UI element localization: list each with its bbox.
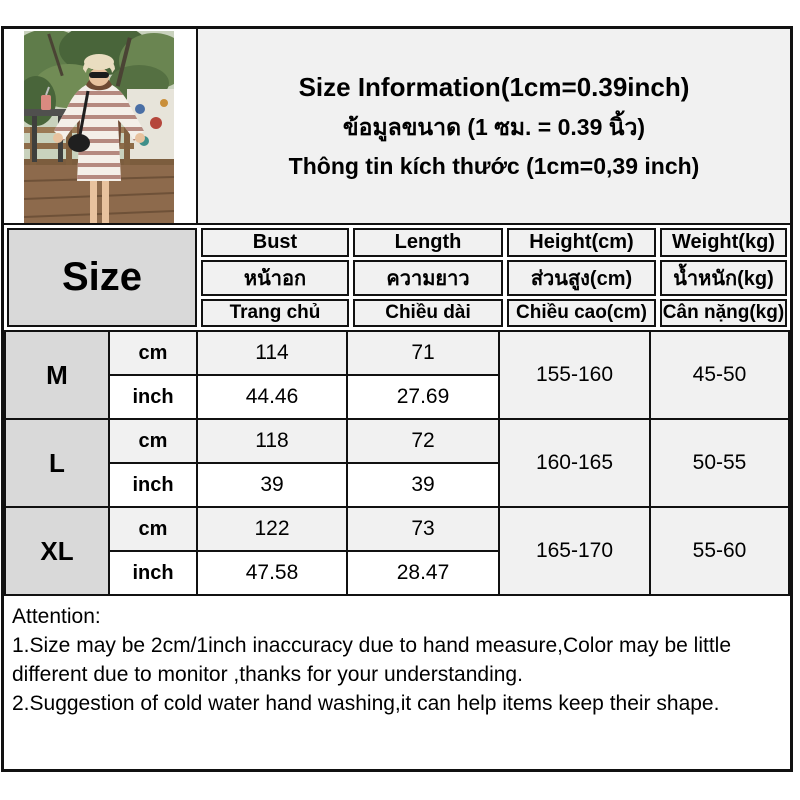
attention-heading: Attention:	[12, 605, 101, 628]
m-length-inch: 27.69	[347, 375, 499, 419]
attention-note	[4, 596, 790, 769]
l-length-cm: 72	[347, 419, 499, 463]
header-length-en: Length	[353, 228, 503, 257]
top-row	[4, 29, 790, 225]
header-length-vi: Chiều dài	[353, 299, 503, 328]
m-bust-cm: 114	[197, 331, 347, 375]
product-photo-cell	[4, 29, 198, 223]
title-thai: ข้อมูลขนาด (1 ซม. = 0.39 นิ้ว)	[342, 114, 646, 140]
size-table	[4, 330, 790, 596]
attention-line1: 1.Size may be 2cm/1inch inaccuracy due to hand measure,Color may be little different due to monitor ,thanks for your understanding.	[12, 634, 732, 686]
title-vietnamese: Thông tin kích thước (1cm=0,39 inch)	[288, 153, 700, 179]
title-english: Size Information(1cm=0.39inch)	[298, 72, 690, 102]
size-label-m: M	[5, 331, 109, 419]
table-row	[5, 419, 789, 463]
header-size: Size	[7, 228, 197, 327]
header-height-th: ส่วนสูง(cm)	[507, 260, 656, 296]
size-label-xl: XL	[5, 507, 109, 595]
header-weight-en: Weight(kg)	[660, 228, 787, 257]
header-weight-vi: Cân nặng(kg)	[660, 299, 787, 328]
xl-length-cm: 73	[347, 507, 499, 551]
header-bust-th: หน้าอก	[201, 260, 349, 296]
header-weight-th: น้ำหนัก(kg)	[660, 260, 787, 296]
m-height: 155-160	[499, 331, 650, 419]
header-bust-vi: Trang chủ	[201, 299, 349, 328]
xl-weight: 55-60	[650, 507, 789, 595]
xl-height: 165-170	[499, 507, 650, 595]
unit-inch: inch	[109, 551, 197, 595]
header-bust-en: Bust	[201, 228, 349, 257]
table-row	[5, 507, 789, 551]
size-chart-sheet	[1, 26, 793, 772]
l-height: 160-165	[499, 419, 650, 507]
l-length-inch: 39	[347, 463, 499, 507]
unit-cm: cm	[109, 507, 197, 551]
l-weight: 50-55	[650, 419, 789, 507]
header-height-vi: Chiều cao(cm)	[507, 299, 656, 328]
unit-inch: inch	[109, 463, 197, 507]
xl-bust-cm: 122	[197, 507, 347, 551]
table-header	[4, 225, 790, 330]
xl-bust-inch: 47.58	[197, 551, 347, 595]
l-bust-inch: 39	[197, 463, 347, 507]
unit-inch: inch	[109, 375, 197, 419]
attention-line2: 2.Suggestion of cold water hand washing,it can help items keep their shape.	[12, 692, 720, 715]
header-length-th: ความยาว	[353, 260, 503, 296]
unit-cm: cm	[109, 419, 197, 463]
size-label-l: L	[5, 419, 109, 507]
m-bust-inch: 44.46	[197, 375, 347, 419]
header-height-en: Height(cm)	[507, 228, 656, 257]
xl-length-inch: 28.47	[347, 551, 499, 595]
m-weight: 45-50	[650, 331, 789, 419]
title-block	[198, 29, 790, 223]
table-row	[5, 331, 789, 375]
m-length-cm: 71	[347, 331, 499, 375]
l-bust-cm: 118	[197, 419, 347, 463]
unit-cm: cm	[109, 331, 197, 375]
product-photo	[24, 31, 174, 223]
